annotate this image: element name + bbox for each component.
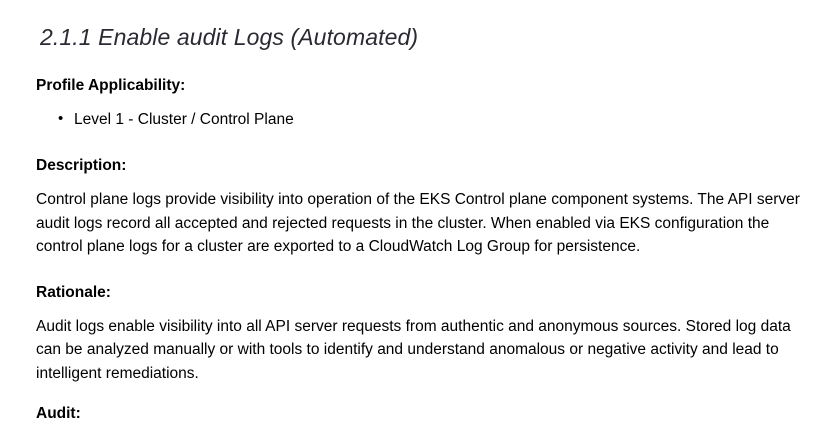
next-section-heading-partial: Audit: (36, 404, 81, 422)
description-paragraph: Control plane logs provide visibility into operation of the EKS Control plane component systems. The API server audit logs record all accepted and rejected requests in the cluster. When enabled via EKS configuration the control plane logs for a cluster are exported to a CloudWatch Log Group for persistence. (36, 191, 800, 255)
profile-applicability-list (36, 109, 804, 131)
list-item: • Level 1 - Cluster / Control Plane (58, 109, 804, 131)
section-heading-description: Description: (36, 157, 127, 175)
page-title: 2.1.1 Enable audit Logs (Automated) (40, 24, 419, 50)
rationale-paragraph: Audit logs enable visibility into all API server requests from authentic and anonymous sources. Stored log data can be analyzed manually or with tools to identify and understand anomalous or negative activity and lead to intelligent remediations. (36, 318, 791, 382)
section-heading-rationale: Rationale: (36, 284, 111, 302)
section-heading-profile-applicability: Profile Applicability: (36, 77, 186, 94)
